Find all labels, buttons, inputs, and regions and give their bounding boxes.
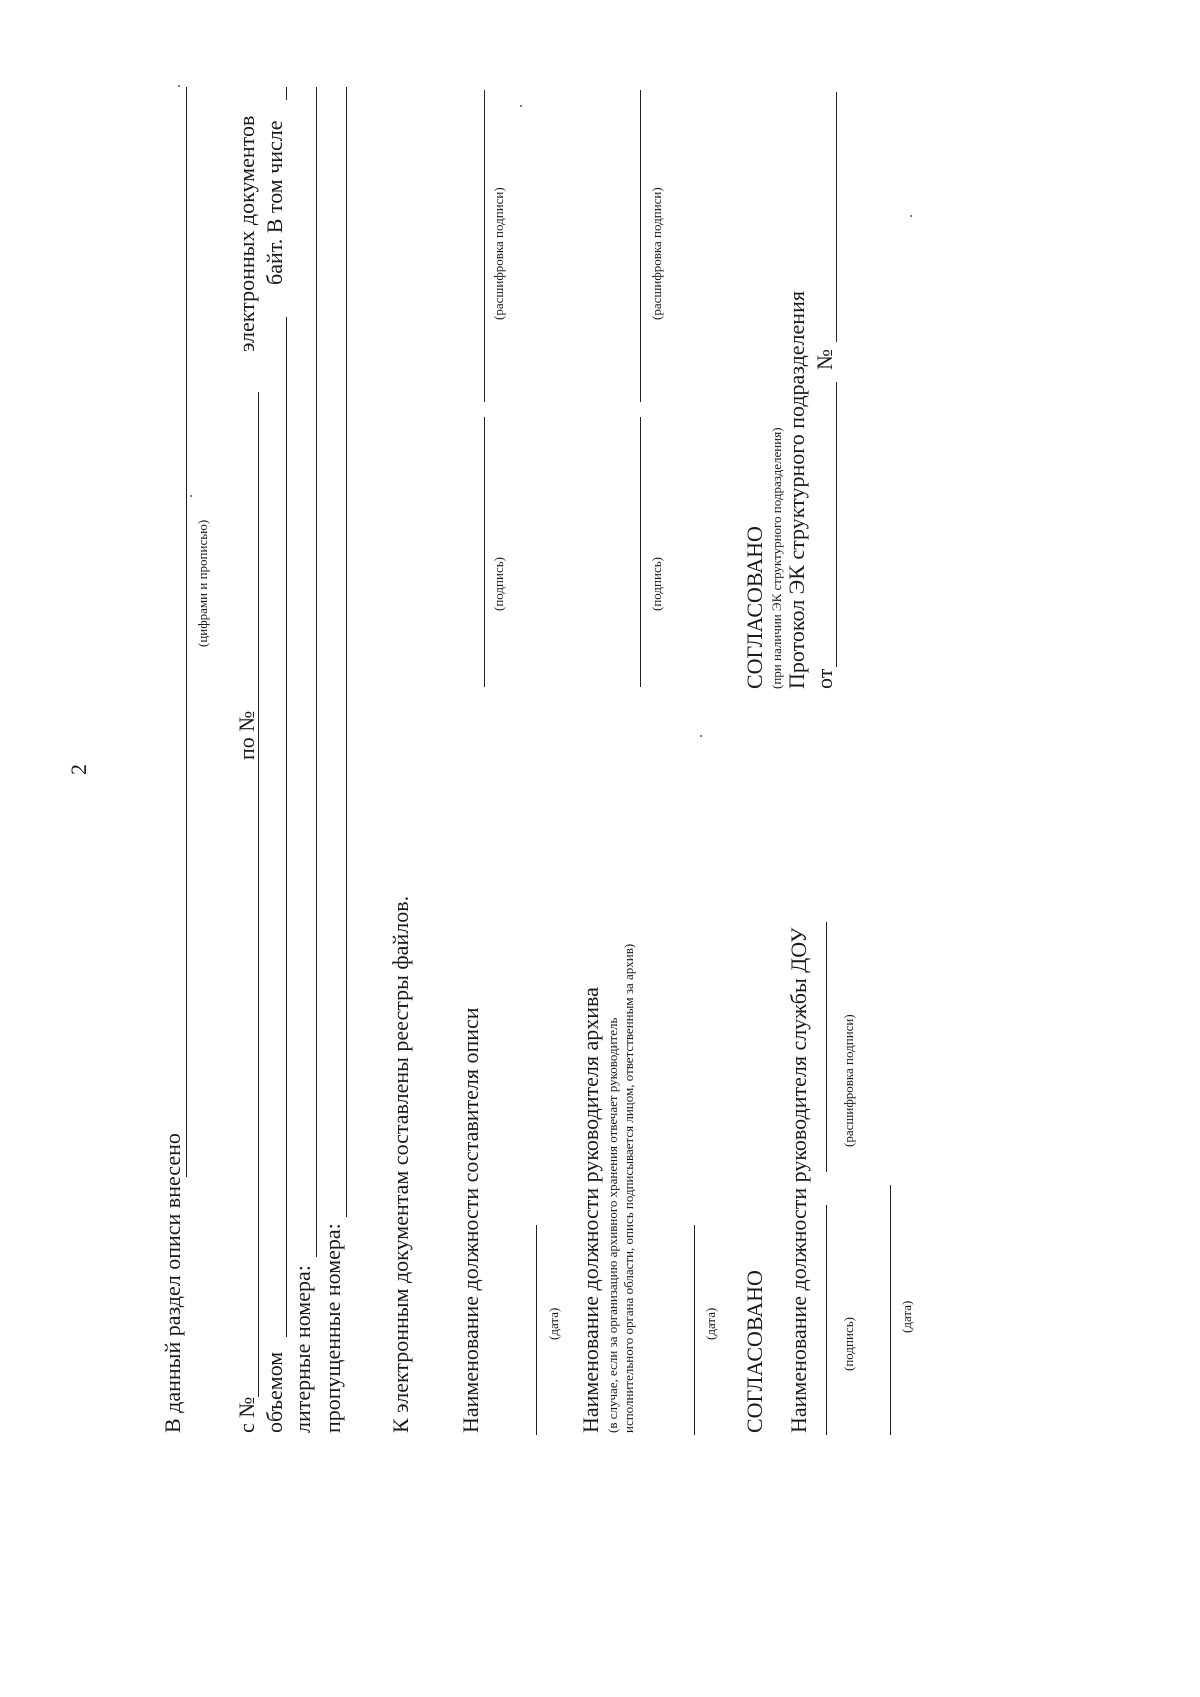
compiler-decoding-line: [484, 90, 485, 402]
volume-line: [286, 317, 287, 1337]
missing-numbers-label: пропущенные номера:: [320, 1223, 345, 1433]
missing-numbers-line: [346, 87, 347, 1217]
to-number-line: [258, 392, 259, 722]
registers-note: К электронным документам составлены реестры файлов.: [388, 895, 413, 1433]
approval-left-title: Наименование должности руководителя службы ДОУ: [786, 927, 811, 1433]
approval-right-number-label: №: [812, 349, 837, 370]
approval-left-decoding-line: [826, 922, 827, 1172]
intro-label: В данный раздел описи внесено: [160, 1133, 185, 1433]
archive-head-title: Наименование должности руководителя архива: [578, 987, 603, 1433]
scan-speck: [520, 105, 522, 107]
approval-left-signature-line: [826, 1205, 827, 1435]
approval-right-number-line: [836, 92, 837, 342]
compiler-date-line: [536, 1225, 537, 1435]
archive-head-decoding-caption: (расшифровка подписи): [649, 187, 664, 320]
from-number-label: с №: [234, 1396, 259, 1433]
to-number-label: по №: [234, 710, 259, 760]
approval-left-heading: СОГЛАСОВАНО: [742, 1270, 767, 1433]
bytes-label: байт. В том числе: [262, 120, 287, 285]
approval-right-protocol-label: Протокол ЭК структурного подразделения: [784, 291, 809, 689]
volume-line-end: [286, 87, 287, 100]
compiler-signature-caption: (подпись): [491, 557, 506, 611]
archive-head-date-caption: (дата): [703, 1307, 718, 1340]
scan-speck: [178, 85, 180, 87]
approval-right-heading: СОГЛАСОВАНО: [742, 526, 767, 689]
volume-label: объемом: [262, 1351, 287, 1433]
scan-speck: [910, 215, 912, 217]
archive-head-date-line: [694, 1225, 695, 1435]
literal-numbers-line: [316, 87, 317, 1257]
approval-left-date-caption: (дата): [899, 1300, 914, 1333]
approval-left-date-line: [890, 1185, 891, 1435]
archive-head-signature-caption: (подпись): [649, 557, 664, 611]
archive-head-decoding-line: [640, 90, 641, 402]
approval-right-from-label: от: [812, 668, 837, 689]
approval-right-date-line: [836, 382, 837, 667]
edocs-label: электронных документов: [234, 115, 259, 352]
archive-head-signature-line: [640, 417, 641, 687]
scan-speck: [700, 735, 702, 737]
scan-speck: [190, 495, 192, 497]
approval-left-decoding-caption: (расшифровка подписи): [841, 1014, 856, 1147]
archive-head-note-2: исполнительного органа области, опись подписывается лицом, ответственным за архив): [621, 943, 636, 1433]
compiler-decoding-caption: (расшифровка подписи): [491, 187, 506, 320]
literal-numbers-label: литерные номера:: [290, 1265, 315, 1433]
page-number: 2: [66, 764, 91, 775]
approval-left-signature-caption: (подпись): [841, 1317, 856, 1371]
approval-right-note: (при наличии ЭК структурного подразделения): [769, 427, 784, 689]
compiler-date-caption: (дата): [546, 1307, 561, 1340]
compiler-signature-line: [484, 417, 485, 687]
digits-caption: (цифрами и прописью): [195, 519, 210, 647]
archive-head-note-1: (в случае, если за организацию архивного хранения отвечает руководитель: [605, 1017, 620, 1433]
count-line: [186, 87, 187, 1177]
compiler-title: Наименование должности составителя описи: [458, 1007, 483, 1433]
from-number-line: [258, 707, 259, 1397]
